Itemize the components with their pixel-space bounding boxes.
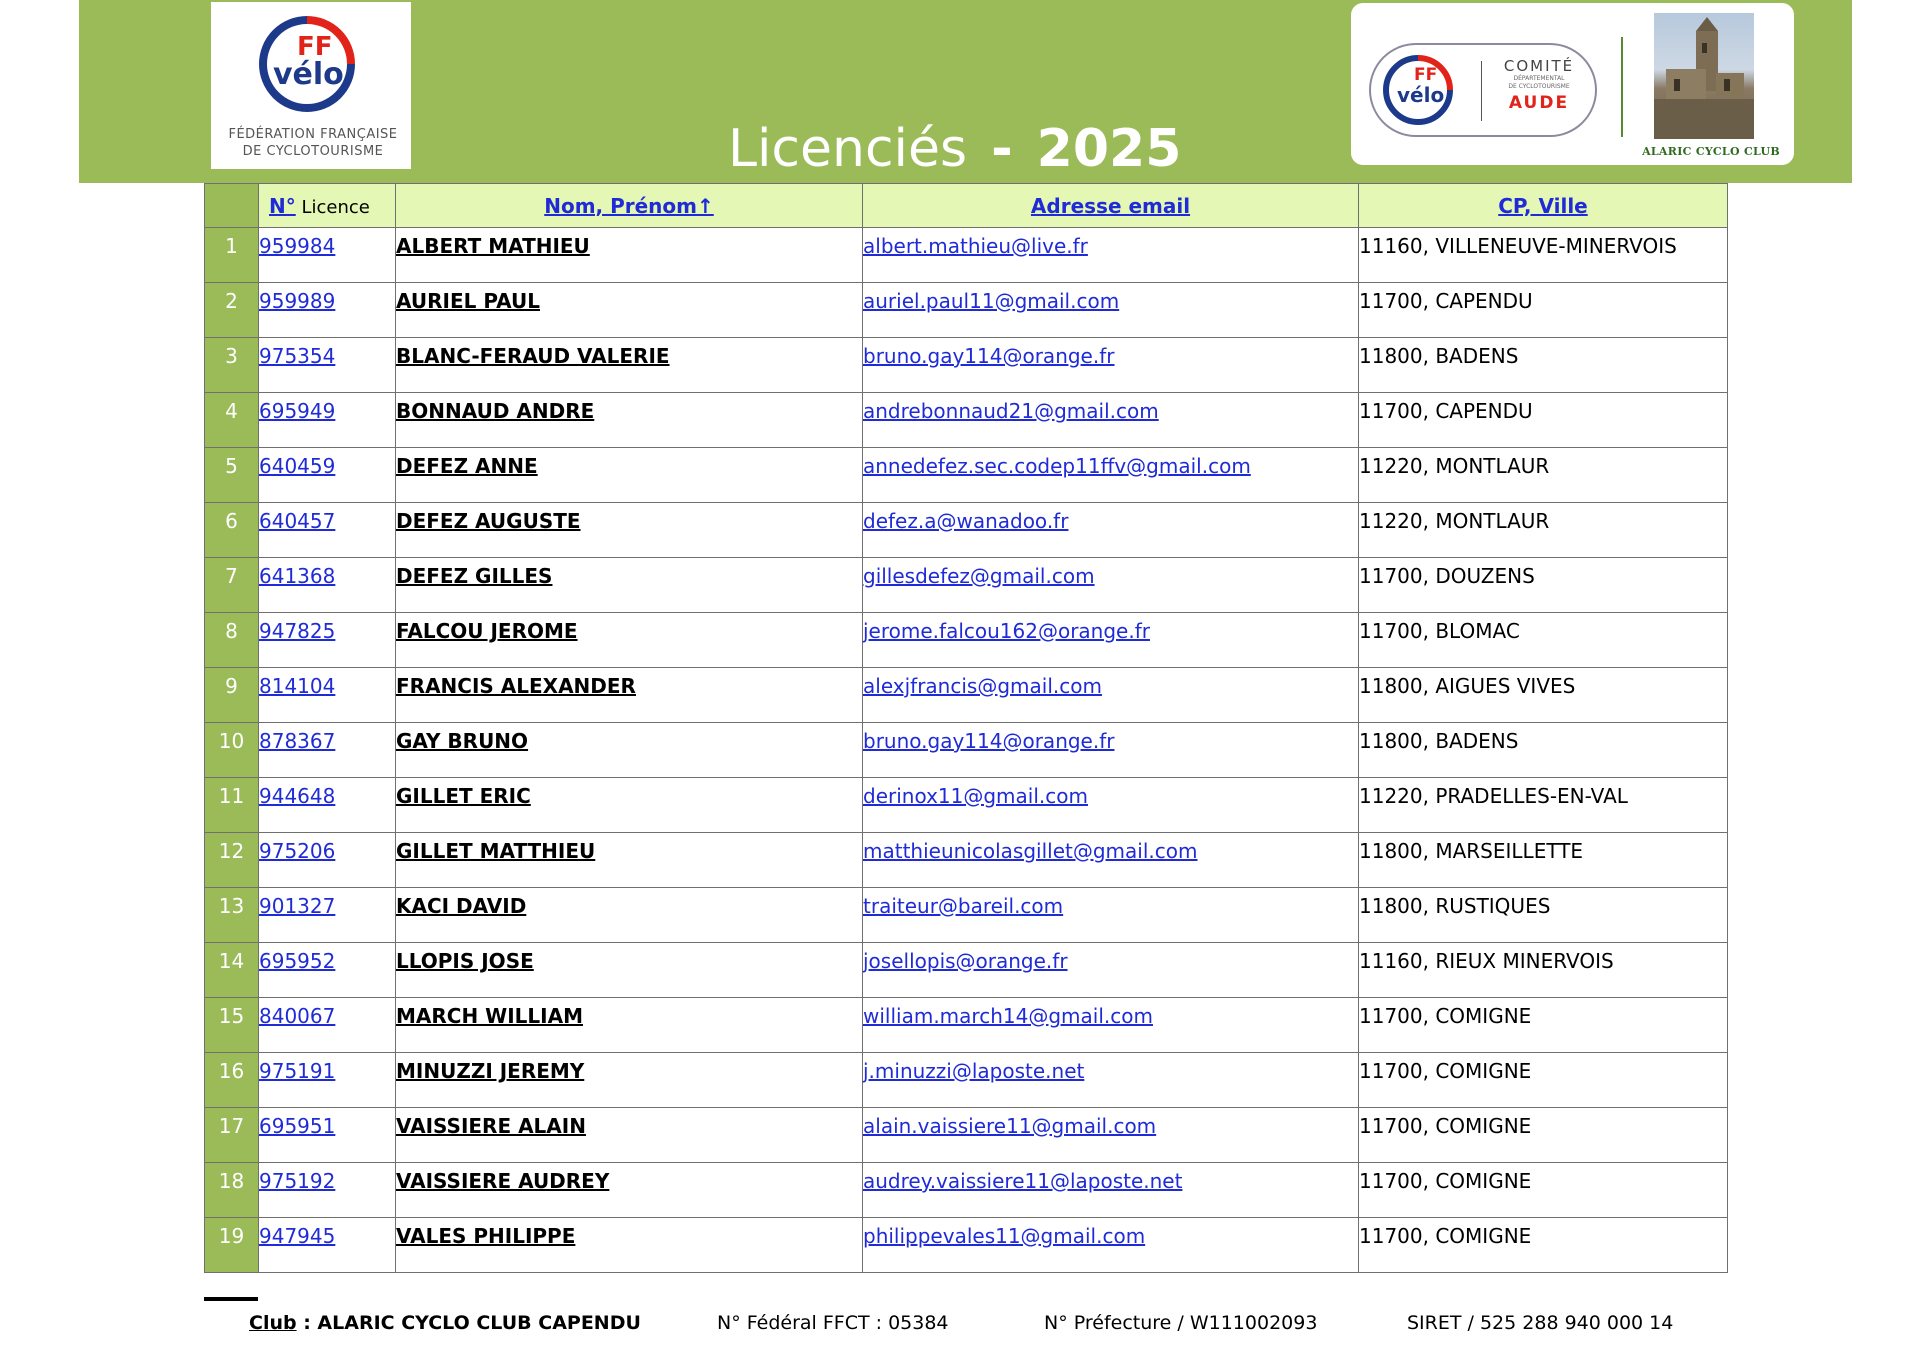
member-city: 11700, CAPENDU	[1359, 283, 1728, 338]
table-row	[205, 283, 1728, 338]
row-number: 15	[205, 998, 259, 1053]
email-link[interactable]: gillesdefez@gmail.com	[863, 558, 1359, 613]
footer-club-value: : ALARIC CYCLO CLUB CAPENDU	[296, 1312, 641, 1334]
name-header-label: Nom, Prénom	[544, 193, 698, 218]
footer	[0, 1312, 1920, 1340]
row-number: 14	[205, 943, 259, 998]
ffvelo-logo	[211, 2, 411, 169]
table-row	[205, 503, 1728, 558]
title-separator: -	[991, 119, 1013, 179]
table-row	[205, 1108, 1728, 1163]
row-number: 5	[205, 448, 259, 503]
email-link[interactable]: annedefez.sec.codep11ffv@gmail.com	[863, 448, 1359, 503]
email-link[interactable]: defez.a@wanadoo.fr	[863, 503, 1359, 558]
email-link[interactable]: andrebonnaud21@gmail.com	[863, 393, 1359, 448]
email-link[interactable]: josellopis@orange.fr	[863, 943, 1359, 998]
licence-link[interactable]: 840067	[259, 998, 396, 1053]
member-name: DEFEZ GILLES	[396, 558, 863, 613]
federation-line-2: DE CYCLOTOURISME	[242, 144, 384, 159]
member-name: ALBERT MATHIEU	[396, 228, 863, 283]
member-name: LLOPIS JOSE	[396, 943, 863, 998]
member-name: MARCH WILLIAM	[396, 998, 863, 1053]
licence-link[interactable]: 695949	[259, 393, 396, 448]
row-number: 10	[205, 723, 259, 778]
row-number: 6	[205, 503, 259, 558]
member-name: DEFEZ ANNE	[396, 448, 863, 503]
table-row	[205, 668, 1728, 723]
licence-link[interactable]: 901327	[259, 888, 396, 943]
member-city: 11700, BLOMAC	[1359, 613, 1728, 668]
member-city: 11700, COMIGNE	[1359, 1218, 1728, 1273]
header-licence[interactable]	[259, 184, 396, 228]
federation-text	[223, 126, 403, 160]
table-row	[205, 1163, 1728, 1218]
email-link[interactable]: alain.vaissiere11@gmail.com	[863, 1108, 1359, 1163]
ffvelo-ff-text: FF	[297, 32, 333, 62]
row-number: 12	[205, 833, 259, 888]
licence-link[interactable]: 641368	[259, 558, 396, 613]
row-number: 11	[205, 778, 259, 833]
member-city: 11160, RIEUX MINERVOIS	[1359, 943, 1728, 998]
table-row	[205, 558, 1728, 613]
church-photo	[1654, 13, 1754, 139]
row-number: 8	[205, 613, 259, 668]
table-row	[205, 228, 1728, 283]
email-link[interactable]: audrey.vaissiere11@laposte.net	[863, 1163, 1359, 1218]
page-title	[728, 114, 1181, 184]
table-row	[205, 833, 1728, 888]
ffvelo-velo-text: vélo	[273, 57, 344, 92]
email-link[interactable]: jerome.falcou162@orange.fr	[863, 613, 1359, 668]
table-row	[205, 1053, 1728, 1108]
row-number: 19	[205, 1218, 259, 1273]
member-city: 11160, VILLENEUVE-MINERVOIS	[1359, 228, 1728, 283]
licence-number-sign: N°	[269, 193, 296, 218]
footer-club-label: Club	[249, 1312, 297, 1334]
row-number: 17	[205, 1108, 259, 1163]
member-city: 11700, COMIGNE	[1359, 1163, 1728, 1218]
licence-link[interactable]: 947945	[259, 1218, 396, 1273]
comite-velo-text: vélo	[1397, 83, 1445, 107]
licence-link[interactable]: 947825	[259, 613, 396, 668]
row-number: 18	[205, 1163, 259, 1218]
row-number: 4	[205, 393, 259, 448]
federation-line-1: FÉDÉRATION FRANÇAISE	[228, 127, 398, 142]
licence-link[interactable]: 959989	[259, 283, 396, 338]
table-header-row	[205, 184, 1728, 228]
member-name: MINUZZI JEREMY	[396, 1053, 863, 1108]
footer-club	[249, 1312, 641, 1334]
table-row	[205, 448, 1728, 503]
table-row	[205, 613, 1728, 668]
footer-federal-number: N° Fédéral FFCT : 05384	[717, 1312, 949, 1334]
email-link[interactable]: traiteur@bareil.com	[863, 888, 1359, 943]
comite-text	[1489, 57, 1589, 115]
member-city: 11800, BADENS	[1359, 723, 1728, 778]
member-city: 11800, BADENS	[1359, 338, 1728, 393]
licence-link[interactable]: 695952	[259, 943, 396, 998]
comite-word: COMITÉ	[1503, 57, 1575, 75]
email-link[interactable]: alexjfrancis@gmail.com	[863, 668, 1359, 723]
member-city: 11220, PRADELLES-EN-VAL	[1359, 778, 1728, 833]
row-number: 9	[205, 668, 259, 723]
row-number: 13	[205, 888, 259, 943]
email-link[interactable]: matthieunicolasgillet@gmail.com	[863, 833, 1359, 888]
licence-link[interactable]: 959984	[259, 228, 396, 283]
member-name: BLANC-FERAUD VALERIE	[396, 338, 863, 393]
table-row	[205, 778, 1728, 833]
table-row	[205, 888, 1728, 943]
member-name: FALCOU JEROME	[396, 613, 863, 668]
email-link[interactable]: philippevales11@gmail.com	[863, 1218, 1359, 1273]
row-number: 16	[205, 1053, 259, 1108]
email-header-label: Adresse email	[1030, 193, 1191, 218]
email-link[interactable]: bruno.gay114@orange.fr	[863, 723, 1359, 778]
member-city: 11220, MONTLAUR	[1359, 503, 1728, 558]
table-end-marker	[204, 1297, 258, 1301]
member-name: DEFEZ AUGUSTE	[396, 503, 863, 558]
member-name: AURIEL PAUL	[396, 283, 863, 338]
licence-link[interactable]: 975192	[259, 1163, 396, 1218]
city-header-label: CP, Ville	[1498, 193, 1588, 218]
member-city: 11700, CAPENDU	[1359, 393, 1728, 448]
table-row	[205, 1218, 1728, 1273]
comite-aude-logo	[1349, 1, 1796, 167]
title-year: 2025	[1036, 119, 1182, 179]
email-link[interactable]: j.minuzzi@laposte.net	[863, 1053, 1359, 1108]
member-name: GILLET MATTHIEU	[396, 833, 863, 888]
email-link[interactable]: william.march14@gmail.com	[863, 998, 1359, 1053]
licence-link[interactable]: 640459	[259, 448, 396, 503]
email-link[interactable]: derinox11@gmail.com	[863, 778, 1359, 833]
logo-divider	[1621, 37, 1623, 137]
member-name: GAY BRUNO	[396, 723, 863, 778]
member-name: GILLET ERIC	[396, 778, 863, 833]
departemental-line-2: DE CYCLOTOURISME	[1508, 83, 1570, 90]
licence-link[interactable]: 695951	[259, 1108, 396, 1163]
member-city: 11800, MARSEILLETTE	[1359, 833, 1728, 888]
header-city[interactable]	[1359, 184, 1728, 228]
licence-link[interactable]: 975206	[259, 833, 396, 888]
email-link[interactable]: albert.mathieu@live.fr	[863, 228, 1359, 283]
member-city: 11700, COMIGNE	[1359, 1053, 1728, 1108]
member-name: FRANCIS ALEXANDER	[396, 668, 863, 723]
email-link[interactable]: auriel.paul11@gmail.com	[863, 283, 1359, 338]
licence-link[interactable]: 975354	[259, 338, 396, 393]
member-city: 11800, RUSTIQUES	[1359, 888, 1728, 943]
member-name: VALES PHILIPPE	[396, 1218, 863, 1273]
member-city: 11800, AIGUES VIVES	[1359, 668, 1728, 723]
sort-ascending-icon: ↑	[697, 193, 714, 218]
member-city: 11220, MONTLAUR	[1359, 448, 1728, 503]
footer-prefecture: N° Préfecture / W111002093	[1044, 1312, 1318, 1334]
member-city: 11700, COMIGNE	[1359, 1108, 1728, 1163]
table-row	[205, 723, 1728, 778]
row-number: 1	[205, 228, 259, 283]
licence-link[interactable]: 814104	[259, 668, 396, 723]
member-city: 11700, DOUZENS	[1359, 558, 1728, 613]
row-number: 2	[205, 283, 259, 338]
licence-link[interactable]: 975191	[259, 1053, 396, 1108]
table-row	[205, 943, 1728, 998]
table-row	[205, 998, 1728, 1053]
departemental-line-1: DÉPARTEMENTAL	[1513, 75, 1565, 82]
header-name[interactable]	[396, 184, 863, 228]
row-number: 7	[205, 558, 259, 613]
email-link[interactable]: bruno.gay114@orange.fr	[863, 338, 1359, 393]
licence-link[interactable]: 640457	[259, 503, 396, 558]
header-index-cell	[205, 184, 259, 228]
member-name: VAISSIERE ALAIN	[396, 1108, 863, 1163]
licence-link[interactable]: 944648	[259, 778, 396, 833]
member-name: KACI DAVID	[396, 888, 863, 943]
table-row	[205, 393, 1728, 448]
row-number: 3	[205, 338, 259, 393]
member-name: BONNAUD ANDRE	[396, 393, 863, 448]
club-logo-name: ALARIC CYCLO CLUB	[1642, 145, 1780, 158]
comite-divider	[1481, 61, 1482, 121]
footer-siret: SIRET / 525 288 940 000 14	[1407, 1312, 1674, 1334]
table-row	[205, 338, 1728, 393]
members-table	[204, 183, 1728, 1273]
dept-name: AUDE	[1508, 93, 1570, 113]
member-name: VAISSIERE AUDREY	[396, 1163, 863, 1218]
licence-label: Licence	[301, 196, 370, 218]
licence-link[interactable]: 878367	[259, 723, 396, 778]
member-city: 11700, COMIGNE	[1359, 998, 1728, 1053]
comite-ff-text: FF	[1414, 65, 1438, 85]
header-email[interactable]	[863, 184, 1359, 228]
comite-badge	[1369, 43, 1597, 137]
title-text: Licenciés	[728, 119, 968, 179]
